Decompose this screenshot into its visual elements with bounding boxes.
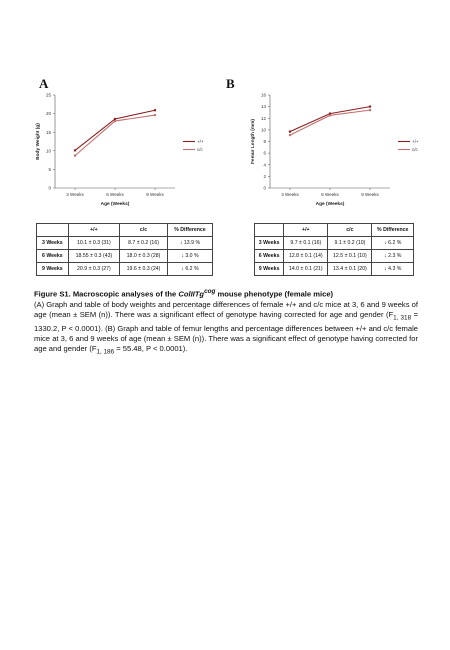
table-header-cell: +/+ — [68, 224, 119, 237]
series-line — [290, 107, 370, 132]
table-row-label: 3 Weeks — [37, 237, 69, 250]
caption-title-superscript: cog — [204, 288, 216, 295]
table-row — [37, 237, 213, 250]
table-header-row — [255, 224, 414, 237]
panel-b-letter: B — [226, 76, 235, 91]
legend-label: +/+ — [412, 139, 419, 145]
table-header-cell: c/c — [328, 224, 372, 237]
table-cell: 18.55 ± 0.3 (43) — [68, 250, 119, 263]
y-axis-label: Body Weight (g) — [36, 123, 41, 160]
table-row-label: 9 Weeks — [255, 263, 284, 276]
table-cell: 12.5 ± 0.1 (10) — [328, 250, 372, 263]
table-header-row — [37, 224, 213, 237]
y-tick-label: 6 — [263, 150, 266, 156]
chart-b — [245, 85, 435, 210]
table-a — [36, 223, 213, 276]
panel-a-letter: A — [39, 76, 49, 91]
x-tick-label: 9 Weeks — [361, 192, 379, 197]
chart-a — [30, 85, 220, 210]
table-header-cell: c/c — [120, 224, 168, 237]
caption-text: (A) Graph and table of body weights and percentage differences of female +/+ and c/c mice at 3, 6 and 9 weeks of age (mean ± SEM (n)). There was a significant effect of genotype having corrected for age and gender (F — [34, 299, 418, 319]
legend-label: c/c — [197, 147, 203, 153]
y-tick-label: 4 — [263, 162, 266, 168]
table-cell: 9.1 ± 0.2 (10) — [328, 237, 372, 250]
caption-subscript: 1, 318 — [393, 314, 412, 322]
y-tick-label: 20 — [45, 111, 51, 117]
table-cell: 20.9 ± 0.3 (27) — [68, 263, 119, 276]
x-tick-label: 6 Weeks — [106, 192, 124, 197]
table-cell: 8.7 ± 0.2 (16) — [120, 237, 168, 250]
table-cell: ↓ 3.0 % — [167, 250, 212, 263]
x-axis-label: Age (Weeks) — [315, 202, 345, 207]
table-cell: 10.1 ± 0.3 (31) — [68, 237, 119, 250]
y-tick-label: 10 — [45, 148, 51, 154]
table-row-label: 3 Weeks — [255, 237, 284, 250]
table-header-cell: % Difference — [167, 224, 212, 237]
caption-subscript: 1, 186 — [96, 348, 115, 356]
table-b — [254, 223, 414, 276]
y-tick-label: 16 — [260, 92, 266, 98]
table-row-label: 9 Weeks — [37, 263, 69, 276]
table-cell: ↓ 13.9 % — [167, 237, 212, 250]
y-tick-label: 14 — [260, 104, 266, 110]
y-tick-label: 15 — [45, 129, 51, 135]
table-header-cell — [255, 224, 284, 237]
y-tick-label: 8 — [263, 139, 266, 145]
table-cell: 14.0 ± 0.1 (21) — [284, 263, 328, 276]
table-header-cell — [37, 224, 69, 237]
series-line — [75, 110, 155, 150]
table-row — [255, 250, 414, 263]
x-axis-label: Age (Weeks) — [100, 202, 130, 207]
x-tick-label: 3 Weeks — [281, 192, 299, 197]
table-row — [37, 263, 213, 276]
y-tick-label: 5 — [48, 167, 51, 172]
x-tick-label: 3 Weeks — [66, 192, 84, 197]
y-tick-label: 0 — [263, 185, 266, 191]
table-header-cell: +/+ — [284, 224, 328, 237]
y-tick-label: 0 — [48, 185, 51, 191]
y-tick-label: 25 — [45, 92, 51, 98]
table-cell: 13.4 ± 0.1 (20) — [328, 263, 372, 276]
caption-title — [34, 287, 418, 300]
table-cell: 18.0 ± 0.3 (28) — [120, 250, 168, 263]
x-tick-label: 9 Weeks — [146, 192, 164, 197]
legend-label: +/+ — [197, 139, 204, 145]
caption-text: = 55.48, P < 0.0001). — [114, 344, 188, 354]
caption-text: = 1330.2, P < 0.0001). (B) Graph and table of femur lengths and percentage differences between +/+ and c/c female mice at 3, 6 and 9 weeks of age (mean ± SEM (n)). There was a significant effect of genotype having corrected for age and gender (F — [34, 309, 418, 354]
legend-label: c/c — [412, 147, 418, 153]
y-tick-label: 12 — [260, 115, 266, 121]
y-tick-label: 2 — [263, 173, 266, 179]
caption-title-text: Figure S1. Macroscopic analyses of the — [34, 289, 179, 299]
table-cell: ↓ 4.3 % — [372, 263, 414, 276]
table-cell: 19.6 ± 0.3 (24) — [120, 263, 168, 276]
table-cell: ↓ 6.2 % — [372, 237, 414, 250]
y-tick-label: 10 — [260, 127, 266, 133]
table-cell: 9.7 ± 0.1 (16) — [284, 237, 328, 250]
x-tick-label: 6 Weeks — [321, 192, 339, 197]
table-header-cell: % Difference — [372, 224, 414, 237]
table-row — [37, 250, 213, 263]
table-row — [255, 237, 414, 250]
caption-body — [34, 300, 418, 358]
table-row — [255, 263, 414, 276]
caption-title-text: mouse phenotype (female mice) — [215, 289, 334, 299]
table-cell: 12.8 ± 0.1 (14) — [284, 250, 328, 263]
table-cell: ↓ 2.3 % — [372, 250, 414, 263]
figure-caption — [34, 287, 418, 358]
table-cell: ↓ 6.2 % — [167, 263, 212, 276]
table-row-label: 6 Weeks — [37, 250, 69, 263]
caption-title-gene: ColIITg — [178, 289, 205, 299]
y-axis-label: Femur Length (mm) — [251, 118, 256, 165]
table-row-label: 6 Weeks — [255, 250, 284, 263]
